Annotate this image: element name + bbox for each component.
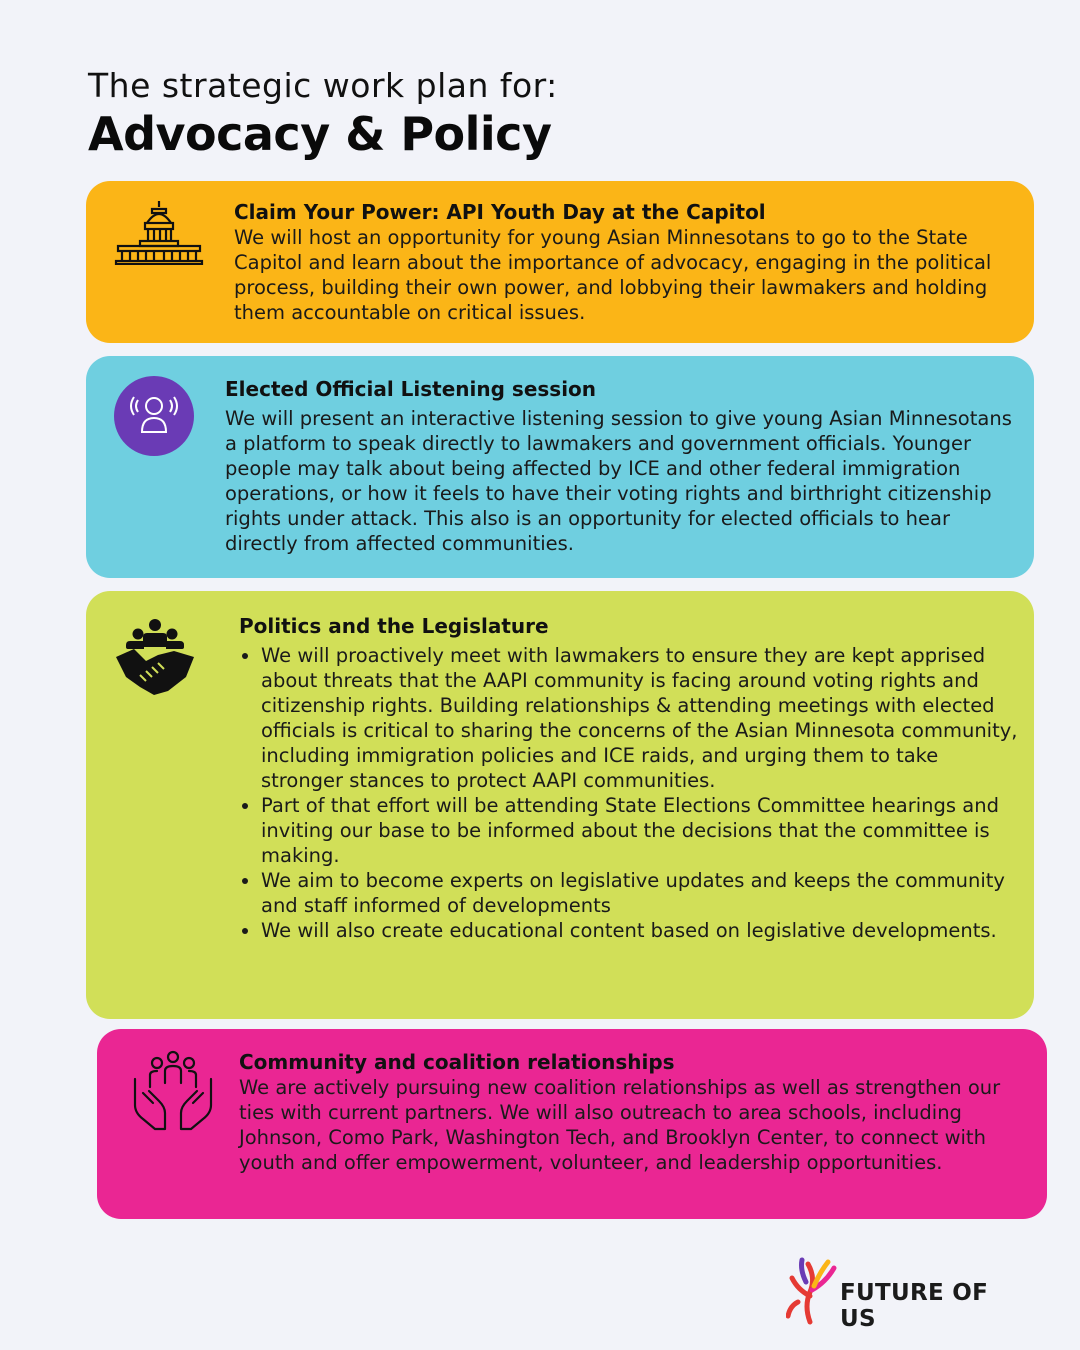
page-title: Advocacy & Policy <box>88 107 552 161</box>
listening-person-icon <box>114 376 194 460</box>
card-politics-legislature <box>86 591 1034 1019</box>
card-community-coalition <box>97 1029 1047 1219</box>
card-text: We will host an opportunity for young Asian Minnesotans to go to the State Capitol and learn about the importance of advocacy, engaging in the political process, building their own power, and lobbying their lawmakers and holding them accountable on critical issues. <box>234 226 992 324</box>
page-header <box>88 66 558 161</box>
list-item: • We aim to become experts on legislative updates and keeps the community and staff informed of developments <box>261 868 1024 918</box>
list-item: • We will proactively meet with lawmakers to ensure they are kept apprised about threats that the AAPI community is facing around voting rights and citizenship rights. Building relationships & attending meetings with elected officials is critical to sharing the concerns of the Asian Minnesota community, including immigration policies and ICE raids, and urging them to take stronger stances to protect AAPI communities. <box>261 643 1024 793</box>
card-title: Community and coalition relationships <box>239 1050 675 1074</box>
card-text: We are actively pursuing new coalition relationships as well as strengthen our ties with current partners. We will also outreach to area schools, including Johnson, Como Park, Washington Tech, and Brooklyn Center, to connect with youth and offer empowerment, volunteer, and leadership opportunities. <box>239 1076 1001 1174</box>
community-hands-icon <box>131 1049 215 1137</box>
card-title: Elected Official Listening session <box>225 377 597 401</box>
handshake-people-icon <box>114 617 196 703</box>
logo-tree-icon <box>786 1256 842 1326</box>
card-title: Claim Your Power: API Youth Day at the Capitol <box>234 200 766 224</box>
list-item: • We will also create educational content based on legislative developments. <box>261 918 1024 943</box>
bullet-list <box>239 643 1024 943</box>
card-text: We will present an interactive listening session to give young Asian Minnesotans a platform to speak directly to lawmakers and government officials. Younger people may talk about being affected by ICE and other federal immigration operations, or how it feels to have their voting rights and birthright citizenship rights under attack. This also is an opportunity for elected officials to hear directly from affected communities. <box>225 407 1012 555</box>
list-item: • Part of that effort will be attending State Elections Committee hearings and inviting our base to be informed about the decisions that the committee is making. <box>261 793 1024 868</box>
card-listening-session <box>86 356 1034 578</box>
card-title: Politics and the Legislature <box>239 614 549 638</box>
capitol-building-icon <box>114 199 204 269</box>
future-of-us-logo <box>786 1256 1016 1332</box>
page-subtitle: The strategic work plan for: <box>88 66 558 105</box>
logo-text: FUTURE OF US <box>840 1280 989 1332</box>
card-youth-day <box>86 181 1034 343</box>
